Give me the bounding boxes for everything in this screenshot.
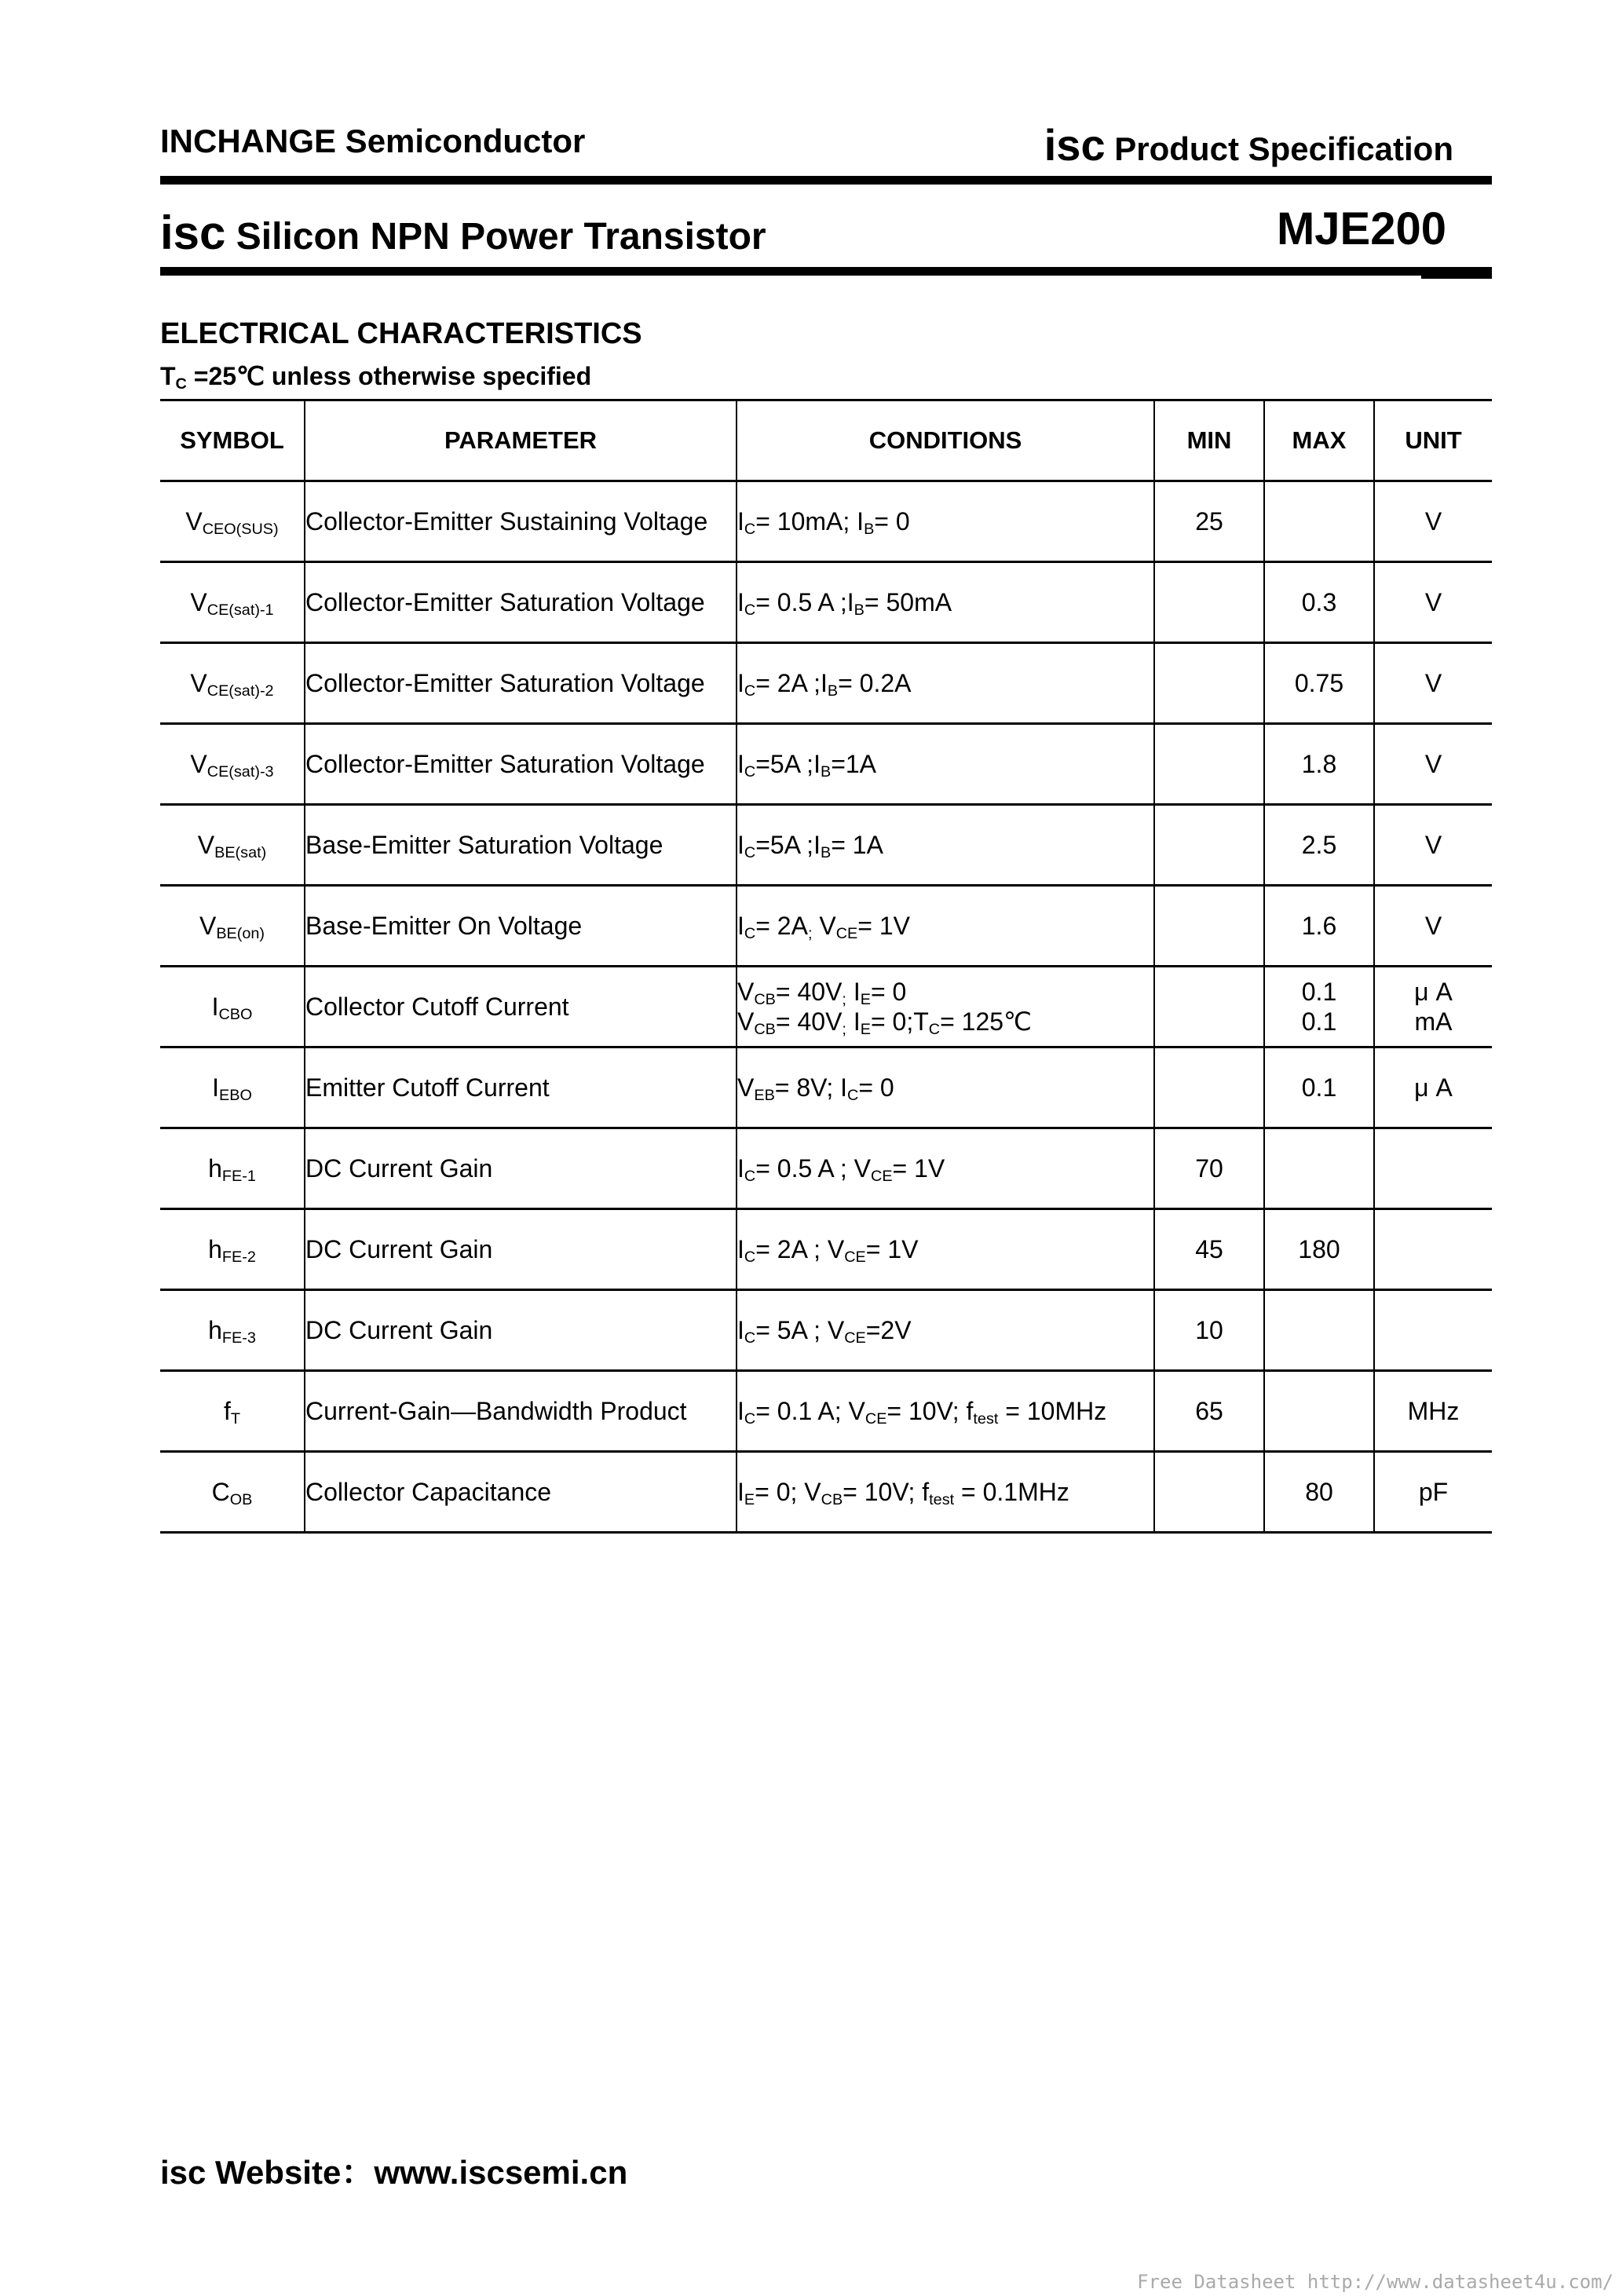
cell-parameter: DC Current Gain [305, 1209, 737, 1290]
table-row [160, 1209, 1492, 1290]
table-row [160, 967, 1492, 1047]
cell-conditions: $I_C= 0.5$ A $;I_B= 50mA$ [737, 562, 1154, 643]
cell-conditions: $I_C= 2A_;$ $V_{CE}= 1V$ [737, 886, 1154, 967]
cell-symbol: $V_{BE(on)}$ [160, 886, 305, 967]
table-row [160, 805, 1492, 886]
cell-min: 70 [1154, 1128, 1264, 1209]
cell-parameter: Base-Emitter Saturation Voltage [305, 805, 737, 886]
cell-conditions: $I_C=5A$ $;I_B= 1A$ [737, 805, 1154, 886]
website-footer: isc Website：www.iscsemi.cn [160, 2154, 628, 2191]
cell-parameter: Collector-Emitter Saturation Voltage [305, 724, 737, 805]
table-body [160, 481, 1492, 1533]
cell-conditions: $V_{EB}= 8V$; $I_C= 0$ [737, 1047, 1154, 1128]
cell-symbol: $h_{FE-3}$ [160, 1290, 305, 1371]
table-row [160, 1047, 1492, 1128]
col-header-conditions: CONDITIONS [737, 400, 1154, 481]
cell-max: 2.5 [1264, 805, 1374, 886]
cell-min [1154, 1047, 1264, 1128]
title-rule-accent [1421, 273, 1492, 279]
cell-unit: V [1374, 886, 1492, 967]
col-header-symbol: SYMBOL [160, 400, 305, 481]
spec-label: Product Specification [1114, 130, 1453, 167]
header-rule [160, 176, 1492, 185]
cell-symbol: $I_{CBO}$ [160, 967, 305, 1047]
table-row [160, 562, 1492, 643]
cell-unit [1374, 1128, 1492, 1209]
cell-parameter: Collector-Emitter Saturation Voltage [305, 562, 737, 643]
cell-parameter: DC Current Gain [305, 1128, 737, 1209]
cell-min: 10 [1154, 1290, 1264, 1371]
cell-symbol: $I_{EBO}$ [160, 1047, 305, 1128]
cell-conditions: $I_C= 10mA$; $I_B= 0$ [737, 481, 1154, 562]
table-row [160, 886, 1492, 967]
isc-logo-mark: isc [1044, 120, 1106, 170]
cell-max [1264, 1290, 1374, 1371]
watermark-text: Free Datasheet http://www.datasheet4u.com/ [1137, 2271, 1614, 2293]
cell-conditions: $I_C=5A$ $;I_B=1A$ [737, 724, 1154, 805]
col-header-parameter: PARAMETER [305, 400, 737, 481]
cell-min [1154, 967, 1264, 1047]
cell-min [1154, 886, 1264, 967]
cell-conditions: $I_C= 2A$ $;I_B= 0.2A$ [737, 643, 1154, 724]
product-name: Silicon NPN Power Transistor [236, 216, 766, 258]
cell-parameter: Collector-Emitter Sustaining Voltage [305, 481, 737, 562]
cell-min [1154, 562, 1264, 643]
isc-title-mark: isc [160, 207, 226, 259]
col-header-unit: UNIT [1374, 400, 1492, 481]
cell-min [1154, 1452, 1264, 1533]
cell-max: 0.1 [1264, 1047, 1374, 1128]
col-header-max: MAX [1264, 400, 1374, 481]
spec-header [1044, 119, 1453, 170]
cell-parameter: Collector-Emitter Saturation Voltage [305, 643, 737, 724]
cell-unit: MHz [1374, 1371, 1492, 1452]
cell-symbol: $V_{CE(sat)-1}$ [160, 562, 305, 643]
cell-max: 0.3 [1264, 562, 1374, 643]
cell-unit: μ A [1374, 1047, 1492, 1128]
cell-min [1154, 724, 1264, 805]
cell-symbol: $C_{OB}$ [160, 1452, 305, 1533]
table-row [160, 1128, 1492, 1209]
section-heading: ELECTRICAL CHARACTERISTICS [160, 317, 642, 350]
cell-min [1154, 805, 1264, 886]
table-row [160, 1371, 1492, 1452]
cell-unit [1374, 1209, 1492, 1290]
col-header-min: MIN [1154, 400, 1264, 481]
cell-max: 180 [1264, 1209, 1374, 1290]
cell-unit: V [1374, 481, 1492, 562]
cell-conditions: $V_{CB}= 40V_;$ $I_E= 0$ $V_{CB}= 40V_;$ $I_E=$ $0;T_C=$ 125℃ [737, 967, 1154, 1047]
table-row [160, 481, 1492, 562]
cell-min: 25 [1154, 481, 1264, 562]
cell-parameter: Collector Cutoff Current [305, 967, 737, 1047]
cell-unit: μ A mA [1374, 967, 1492, 1047]
cell-symbol: $h_{FE-1}$ [160, 1128, 305, 1209]
cell-max: 0.75 [1264, 643, 1374, 724]
cell-min: 45 [1154, 1209, 1264, 1290]
cell-min [1154, 643, 1264, 724]
cell-unit: pF [1374, 1452, 1492, 1533]
cell-parameter: Current-Gain—Bandwidth Product [305, 1371, 737, 1452]
cell-max: 80 [1264, 1452, 1374, 1533]
part-number: MJE200 [1276, 203, 1446, 254]
table-header-row [160, 400, 1492, 481]
company-name: INCHANGE Semiconductor [160, 122, 586, 159]
conditions-note: $T_C$ =25℃ unless otherwise specified [160, 362, 592, 393]
cell-symbol: $h_{FE-2}$ [160, 1209, 305, 1290]
table-row [160, 1290, 1492, 1371]
cell-max: 1.6 [1264, 886, 1374, 967]
cell-unit [1374, 1290, 1492, 1371]
cell-symbol: $f_T$ [160, 1371, 305, 1452]
title-rule [160, 267, 1492, 276]
cell-max [1264, 1371, 1374, 1452]
cell-max: 1.8 [1264, 724, 1374, 805]
electrical-characteristics-table [160, 399, 1492, 1534]
cell-parameter: Collector Capacitance [305, 1452, 737, 1533]
cell-parameter: Base-Emitter On Voltage [305, 886, 737, 967]
cell-unit: V [1374, 562, 1492, 643]
cell-unit: V [1374, 805, 1492, 886]
cell-unit: V [1374, 643, 1492, 724]
cell-max [1264, 1128, 1374, 1209]
cell-symbol: $V_{CE(sat)-2}$ [160, 643, 305, 724]
cell-parameter: Emitter Cutoff Current [305, 1047, 737, 1128]
cell-max: 0.1 0.1 [1264, 967, 1374, 1047]
table-row [160, 724, 1492, 805]
product-title [160, 206, 766, 260]
cell-conditions: $I_E= 0$; $V_{CB}= 10V$; $f_{test} = 0.1MHz$ [737, 1452, 1154, 1533]
cell-symbol: $V_{BE(sat)}$ [160, 805, 305, 886]
table-row [160, 643, 1492, 724]
cell-max [1264, 481, 1374, 562]
cell-conditions: $I_C= 0.5$ A ; $V_{CE}= 1V$ [737, 1128, 1154, 1209]
cell-unit: V [1374, 724, 1492, 805]
cell-min: 65 [1154, 1371, 1264, 1452]
cell-conditions: $I_C= 5A$ ; $V_{CE}=2V$ [737, 1290, 1154, 1371]
cell-parameter: DC Current Gain [305, 1290, 737, 1371]
table-row [160, 1452, 1492, 1533]
cell-conditions: $I_C= 2A$ ; $V_{CE}= 1V$ [737, 1209, 1154, 1290]
cell-symbol: $V_{CE(sat)-3}$ [160, 724, 305, 805]
cell-conditions: $I_C= 0.1$ A; $V_{CE}= 10V$; $f_{test} = 10MHz$ [737, 1371, 1154, 1452]
cell-symbol: $V_{CEO(SUS)}$ [160, 481, 305, 562]
